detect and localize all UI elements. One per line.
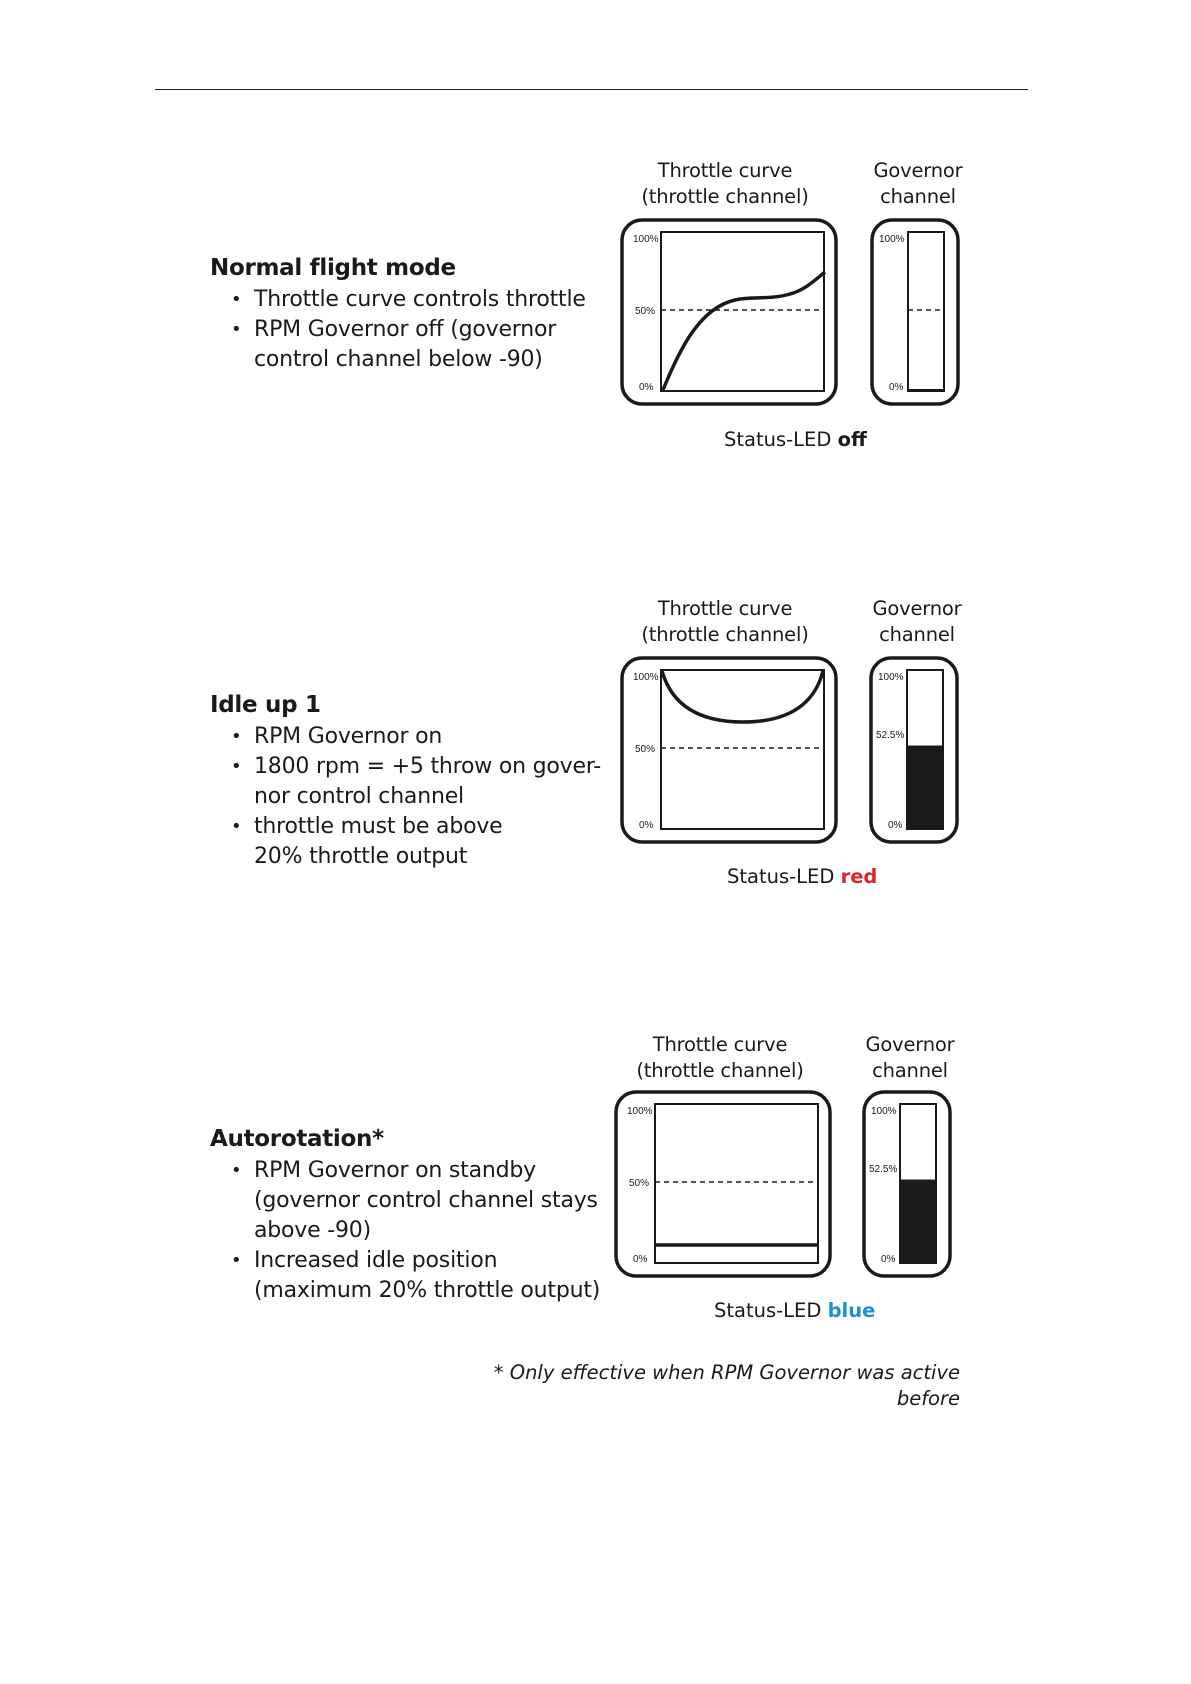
- status-led-value: off: [837, 428, 867, 451]
- throttle-axis-bottom: 0%: [639, 820, 654, 831]
- throttle-axis-top: 100%: [633, 672, 659, 683]
- bullet-list: [210, 1156, 610, 1306]
- throttle-axis-top: 100%: [627, 1106, 653, 1117]
- throttle-heading: [610, 1032, 830, 1084]
- governor-heading-line2: channel: [872, 1059, 948, 1082]
- throttle-heading-line1: Throttle curve: [657, 159, 793, 182]
- governor-graph: [862, 1090, 952, 1278]
- bullet-item: • 1800 rpm = +5 throw on gover-nor control channel: [210, 752, 610, 812]
- mode-title: Idle up 1: [210, 692, 321, 718]
- throttle-axis-bottom: 0%: [639, 382, 654, 393]
- status-led: [724, 427, 867, 453]
- throttle-heading-line2: (throttle channel): [641, 623, 809, 646]
- mode-text: [210, 1124, 610, 1306]
- governor-heading-line1: Governor: [865, 1033, 955, 1056]
- mode-title: Autorotation*: [210, 1126, 384, 1152]
- governor-heading: [850, 1032, 970, 1084]
- mode-title: Normal flight mode: [210, 255, 456, 281]
- throttle-plot-area: [655, 1104, 818, 1263]
- governor-axis-top: 100%: [879, 234, 905, 245]
- throttle-heading-line2: (throttle channel): [641, 185, 809, 208]
- governor-bar-fill: [900, 1180, 936, 1263]
- governor-heading-line2: channel: [879, 623, 955, 646]
- governor-axis-top: 100%: [871, 1106, 897, 1117]
- governor-axis-mid: 52.5%: [876, 730, 905, 741]
- governor-axis-bottom: 0%: [881, 1254, 896, 1265]
- status-led-label: Status-LED: [724, 428, 832, 451]
- throttle-axis-mid: 50%: [635, 744, 656, 755]
- governor-graph: [869, 656, 959, 844]
- throttle-curve: [662, 671, 823, 722]
- governor-heading-line1: Governor: [872, 597, 962, 620]
- bullet-list: [210, 722, 610, 872]
- throttle-heading: [615, 596, 835, 648]
- status-led: [727, 864, 877, 890]
- throttle-heading-line1: Throttle curve: [652, 1033, 788, 1056]
- bullet-item: • RPM Governor on: [210, 722, 610, 752]
- throttle-axis-mid: 50%: [635, 306, 656, 317]
- bullet-item: • throttle must be above 20% throttle output: [210, 812, 610, 872]
- bullet-item: • Increased idle position (maximum 20% throttle output): [210, 1246, 610, 1306]
- throttle-axis-bottom: 0%: [633, 1254, 648, 1265]
- status-led: [714, 1298, 875, 1324]
- mode-text: [210, 690, 610, 872]
- bullet-item: • RPM Governor off (governor control channel below -90): [210, 315, 610, 375]
- footnote: * Only effective when RPM Governor was active before: [493, 1361, 960, 1410]
- governor-bar-fill: [907, 746, 943, 829]
- bullet-item: • RPM Governor on standby (governor control channel stays above -90): [210, 1156, 610, 1246]
- status-led-value: blue: [827, 1299, 876, 1322]
- governor-heading-line1: Governor: [873, 159, 963, 182]
- governor-heading-line2: channel: [880, 185, 956, 208]
- throttle-graph: [614, 1090, 832, 1278]
- governor-axis-bottom: 0%: [888, 820, 903, 831]
- throttle-graph: [620, 656, 838, 844]
- governor-heading: [857, 596, 977, 648]
- governor-axis-top: 100%: [878, 672, 904, 683]
- governor-axis-mid: 52.5%: [869, 1164, 898, 1175]
- throttle-heading-line2: (throttle channel): [636, 1059, 804, 1082]
- throttle-plot-area: [661, 670, 824, 829]
- governor-axis-bottom: 0%: [889, 382, 904, 393]
- bullet-item: • Throttle curve controls throttle: [210, 285, 610, 315]
- status-led-label: Status-LED: [714, 1299, 822, 1322]
- throttle-axis-mid: 50%: [629, 1178, 650, 1189]
- throttle-axis-top: 100%: [633, 234, 659, 245]
- status-led-label: Status-LED: [727, 865, 835, 888]
- throttle-heading-line1: Throttle curve: [657, 597, 793, 620]
- status-led-value: red: [840, 865, 878, 888]
